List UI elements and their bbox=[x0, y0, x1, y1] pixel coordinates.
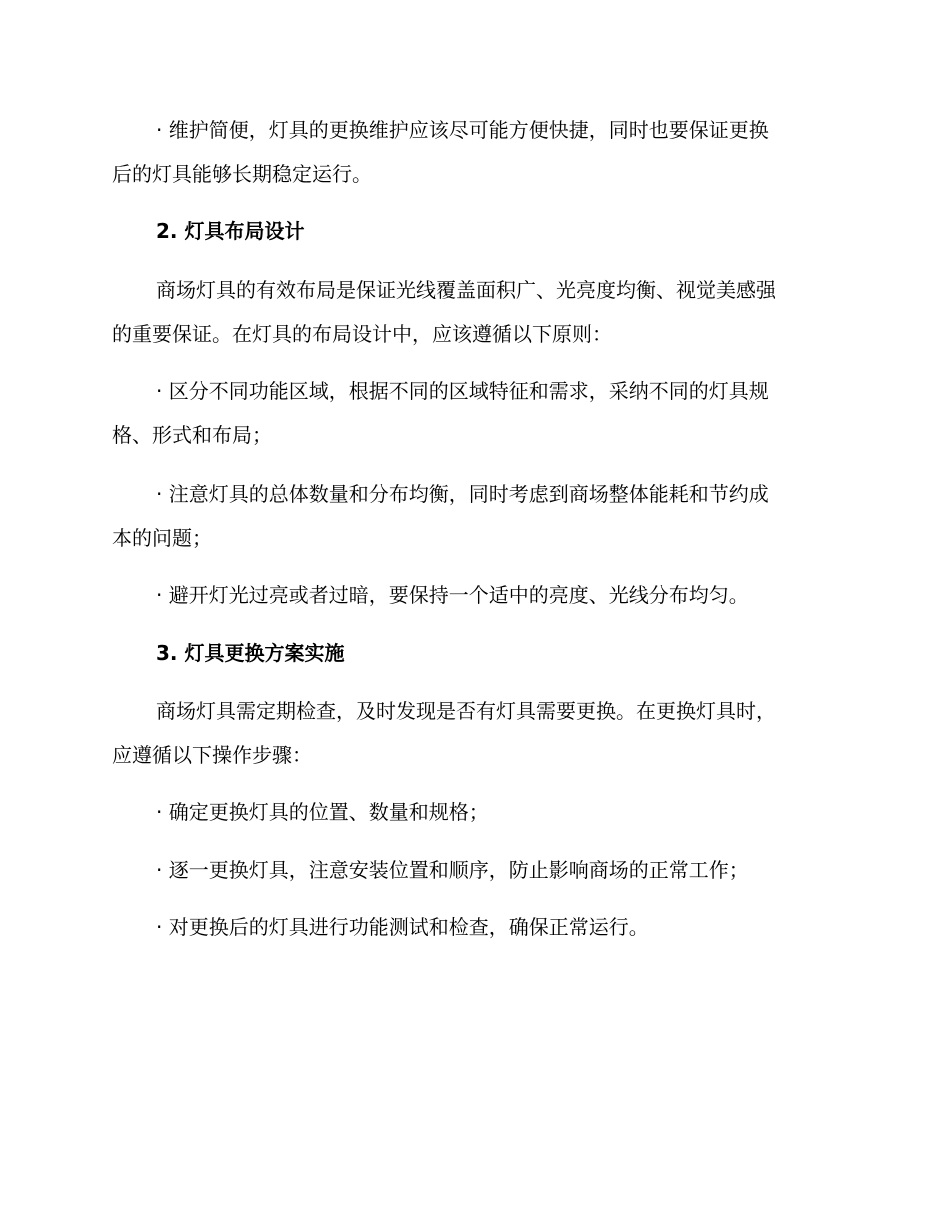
paragraph-step-replace bbox=[112, 848, 832, 892]
paragraph-line: 格、形式和布局； bbox=[112, 423, 272, 447]
paragraph-line: 应遵循以下操作步骤： bbox=[112, 743, 312, 767]
paragraph-line: 后的灯具能够长期稳定运行。 bbox=[112, 162, 372, 186]
paragraph-line: · 对更换后的灯具进行功能测试和检查，确保正常运行。 bbox=[156, 915, 649, 939]
paragraph-line: · 区分不同功能区域，根据不同的区域特征和需求，采纳不同的灯具规 bbox=[156, 379, 769, 403]
paragraph-line: · 维护简便，灯具的更换维护应该尽可能方便快捷，同时也要保证更换 bbox=[156, 118, 769, 142]
paragraph-line: · 注意灯具的总体数量和分布均衡，同时考虑到商场整体能耗和节约成 bbox=[156, 482, 769, 506]
paragraph-line: 本的问题； bbox=[112, 526, 212, 550]
paragraph-bullet-brightness bbox=[112, 573, 832, 617]
paragraph-line: 商场灯具需定期检查，及时发现是否有灯具需要更换。在更换灯具时， bbox=[156, 699, 776, 723]
paragraph-line: 的重要保证。在灯具的布局设计中，应该遵循以下原则： bbox=[112, 322, 612, 346]
paragraph-layout-intro bbox=[112, 268, 832, 356]
paragraph-bullet-quantity bbox=[112, 472, 832, 560]
paragraph-line: · 逐一更换灯具，注意安装位置和顺序，防止影响商场的正常工作； bbox=[156, 858, 749, 882]
section-heading-layout: 2. 灯具布局设计 bbox=[156, 219, 305, 243]
paragraph-step-determine bbox=[112, 790, 832, 834]
paragraph-line: · 避开灯光过亮或者过暗，要保持一个适中的亮度、光线分布均匀。 bbox=[156, 583, 749, 607]
section-heading-implementation: 3. 灯具更换方案实施 bbox=[156, 641, 345, 665]
paragraph-implementation-intro bbox=[112, 689, 832, 777]
paragraph-bullet-zones bbox=[112, 369, 832, 457]
paragraph-line: · 确定更换灯具的位置、数量和规格； bbox=[156, 800, 489, 824]
paragraph-line: 商场灯具的有效布局是保证光线覆盖面积广、光亮度均衡、视觉美感强 bbox=[156, 278, 776, 302]
paragraph-step-test bbox=[112, 905, 832, 949]
paragraph-maintenance bbox=[112, 108, 832, 196]
